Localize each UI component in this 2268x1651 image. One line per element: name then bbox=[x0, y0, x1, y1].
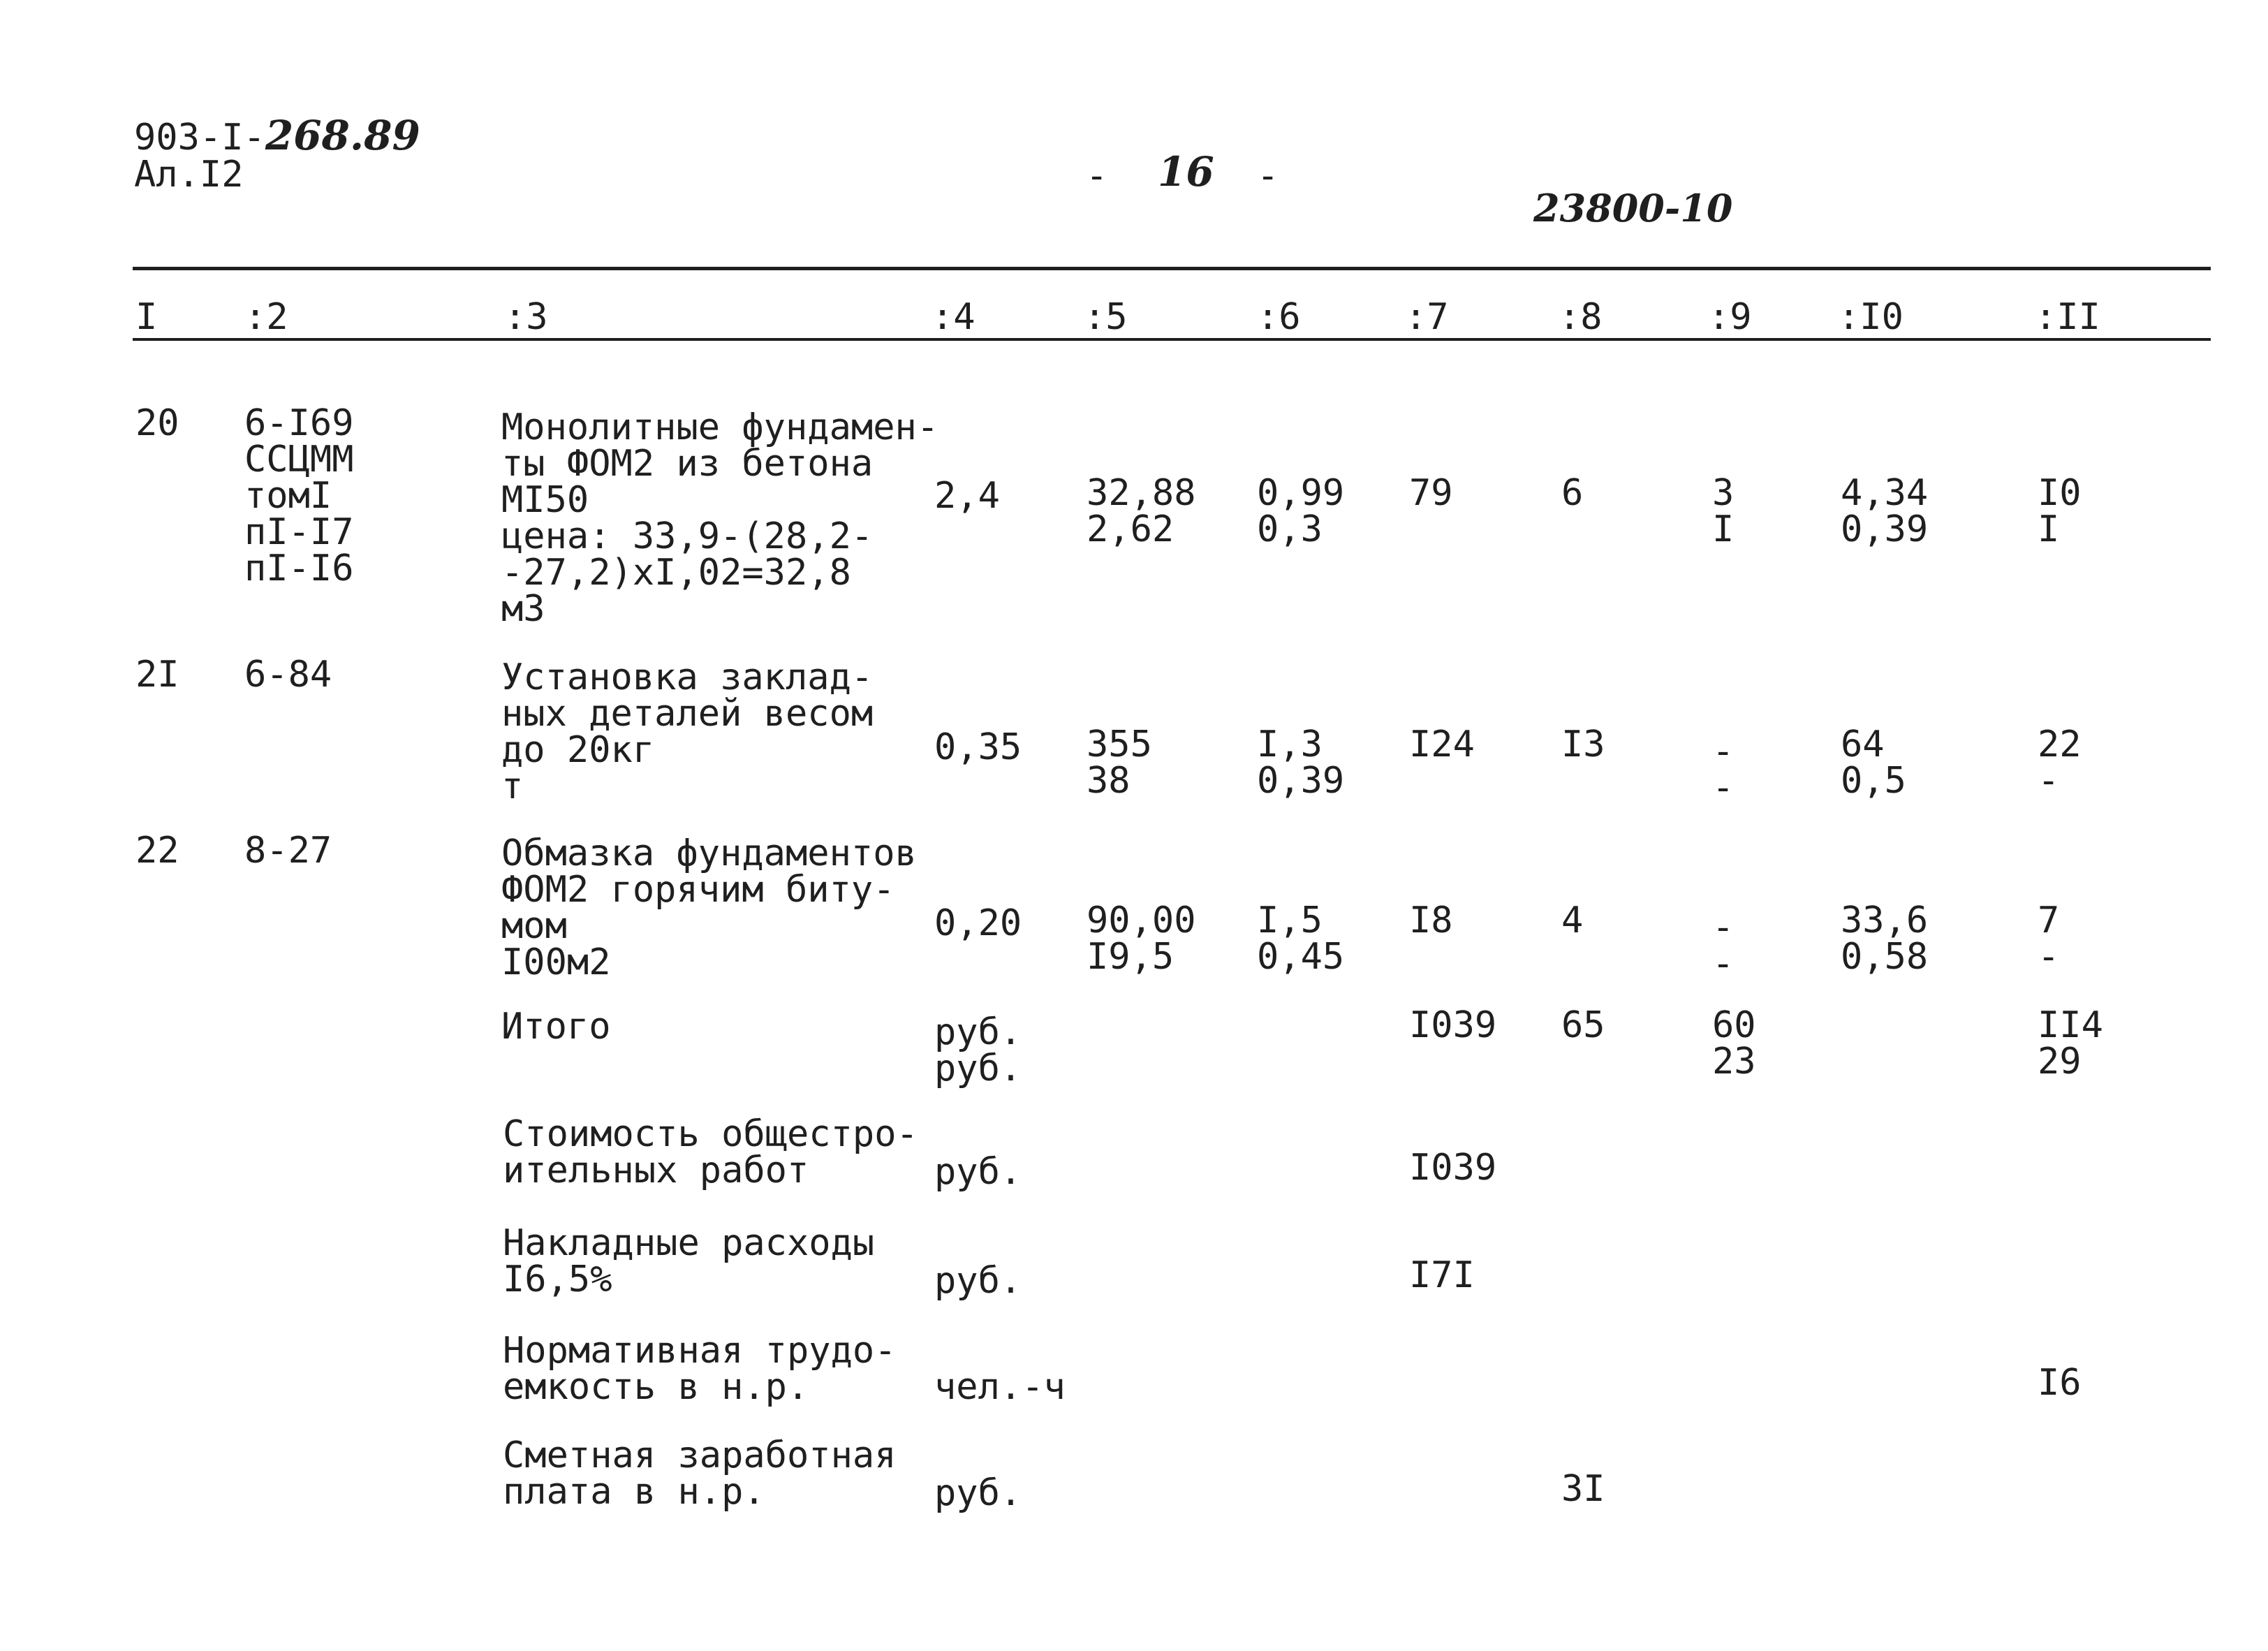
row-20-desc: Монолитные фундамен- ты ФОМ2 из бетона МI50 цена: 33,9-(28,2- -27,2)хI,02=32,8 м3 bbox=[501, 406, 939, 630]
page-number: 16 bbox=[1158, 148, 1214, 196]
inventory-number: 23800-10 bbox=[1533, 186, 1733, 230]
doc-code-prefix: 903-I- bbox=[134, 117, 265, 159]
col-header-4: :4 bbox=[932, 296, 975, 338]
row-21-code: 6-84 bbox=[244, 654, 332, 696]
row-21-c11: 22 - bbox=[2038, 724, 2082, 802]
table-top-rule bbox=[133, 267, 2211, 270]
row-21-qty: 0,35 bbox=[934, 726, 1022, 768]
summary-construction-cost-label: Стоимость общестро- ительных работ bbox=[503, 1113, 918, 1191]
summary-wages-label: Сметная заработная плата в н.р. bbox=[503, 1434, 897, 1513]
page-dash-left: - bbox=[1086, 155, 1108, 197]
summary-total-c11: II4 29 bbox=[2038, 1004, 2103, 1083]
col-header-11: :II bbox=[2035, 296, 2100, 338]
row-20-qty: 2,4 bbox=[934, 475, 1000, 517]
table-header-rule bbox=[133, 338, 2211, 341]
row-20-c8: 6 bbox=[1561, 472, 1584, 514]
row-22-c7: I8 bbox=[1409, 900, 1453, 941]
row-22-num: 22 bbox=[135, 830, 179, 872]
summary-total-label: Итого bbox=[501, 1006, 611, 1048]
summary-total-unit: руб. руб. bbox=[934, 1011, 1022, 1089]
summary-wages-c8: 3I bbox=[1561, 1468, 1605, 1510]
page-dash-right: - bbox=[1257, 155, 1279, 197]
row-21-c9: - - bbox=[1712, 731, 1735, 809]
row-20-c7: 79 bbox=[1409, 472, 1453, 514]
summary-construction-cost-c7: I039 bbox=[1409, 1147, 1497, 1189]
row-20-c11: I0 I bbox=[2038, 472, 2082, 550]
sheet-label: Ал.I2 bbox=[134, 154, 244, 196]
summary-total-c9: 60 23 bbox=[1712, 1004, 1756, 1083]
row-20-c6: 0,99 0,3 bbox=[1257, 472, 1345, 550]
row-21-c7: I24 bbox=[1409, 724, 1475, 765]
col-header-3: :3 bbox=[504, 296, 548, 338]
col-header-6: :6 bbox=[1257, 296, 1301, 338]
doc-code-handwritten: 268.89 bbox=[265, 112, 420, 159]
summary-labor-c11: I6 bbox=[2038, 1362, 2082, 1404]
col-header-7: :7 bbox=[1405, 296, 1449, 338]
row-20-num: 20 bbox=[135, 402, 179, 444]
row-20-c5: 32,88 2,62 bbox=[1087, 472, 1196, 550]
col-header-10: :I0 bbox=[1838, 296, 1904, 338]
row-21-num: 2I bbox=[135, 654, 179, 696]
row-22-qty: 0,20 bbox=[934, 902, 1022, 944]
summary-labor-unit: чел.-ч bbox=[934, 1366, 1066, 1408]
row-22-c6: I,5 0,45 bbox=[1257, 900, 1345, 978]
row-22-c10: 33,6 0,58 bbox=[1841, 900, 1929, 978]
row-21-c8: I3 bbox=[1561, 724, 1605, 765]
row-22-c9: - - bbox=[1712, 907, 1735, 985]
summary-labor-label: Нормативная трудо- емкость в н.р. bbox=[503, 1330, 897, 1408]
row-20-c10: 4,34 0,39 bbox=[1841, 472, 1929, 550]
row-21-c10: 64 0,5 bbox=[1841, 724, 1906, 802]
col-header-1: I bbox=[135, 296, 158, 338]
summary-total-c8: 65 bbox=[1561, 1004, 1605, 1046]
row-22-c5: 90,00 I9,5 bbox=[1087, 900, 1196, 978]
summary-overhead-label: Накладные расходы I6,5% bbox=[503, 1222, 875, 1300]
summary-overhead-unit: руб. bbox=[934, 1260, 1022, 1302]
doc-code bbox=[134, 112, 420, 159]
row-21-c6: I,3 0,39 bbox=[1257, 724, 1345, 802]
col-header-5: :5 bbox=[1084, 296, 1128, 338]
row-20-c9: 3 I bbox=[1712, 472, 1735, 550]
row-20-code: 6-I69 ССЦММ томI пI-I7 пI-I6 bbox=[244, 402, 354, 589]
summary-overhead-c7: I7I bbox=[1409, 1254, 1475, 1296]
summary-wages-unit: руб. bbox=[934, 1472, 1022, 1514]
row-22-c8: 4 bbox=[1561, 900, 1584, 941]
row-22-code: 8-27 bbox=[244, 830, 332, 872]
row-22-c11: 7 - bbox=[2038, 900, 2060, 978]
row-21-c5: 355 38 bbox=[1087, 724, 1152, 802]
col-header-2: :2 bbox=[244, 296, 288, 338]
row-22-desc: Обмазка фундаментов ФОМ2 горячим биту- мом I00м2 bbox=[501, 832, 917, 983]
summary-construction-cost-unit: руб. bbox=[934, 1151, 1022, 1193]
summary-total-c7: I039 bbox=[1409, 1004, 1497, 1046]
col-header-9: :9 bbox=[1708, 296, 1752, 338]
col-header-8: :8 bbox=[1559, 296, 1603, 338]
row-21-desc: Установка заклад- ных деталей весом до 20кг т bbox=[501, 656, 874, 807]
